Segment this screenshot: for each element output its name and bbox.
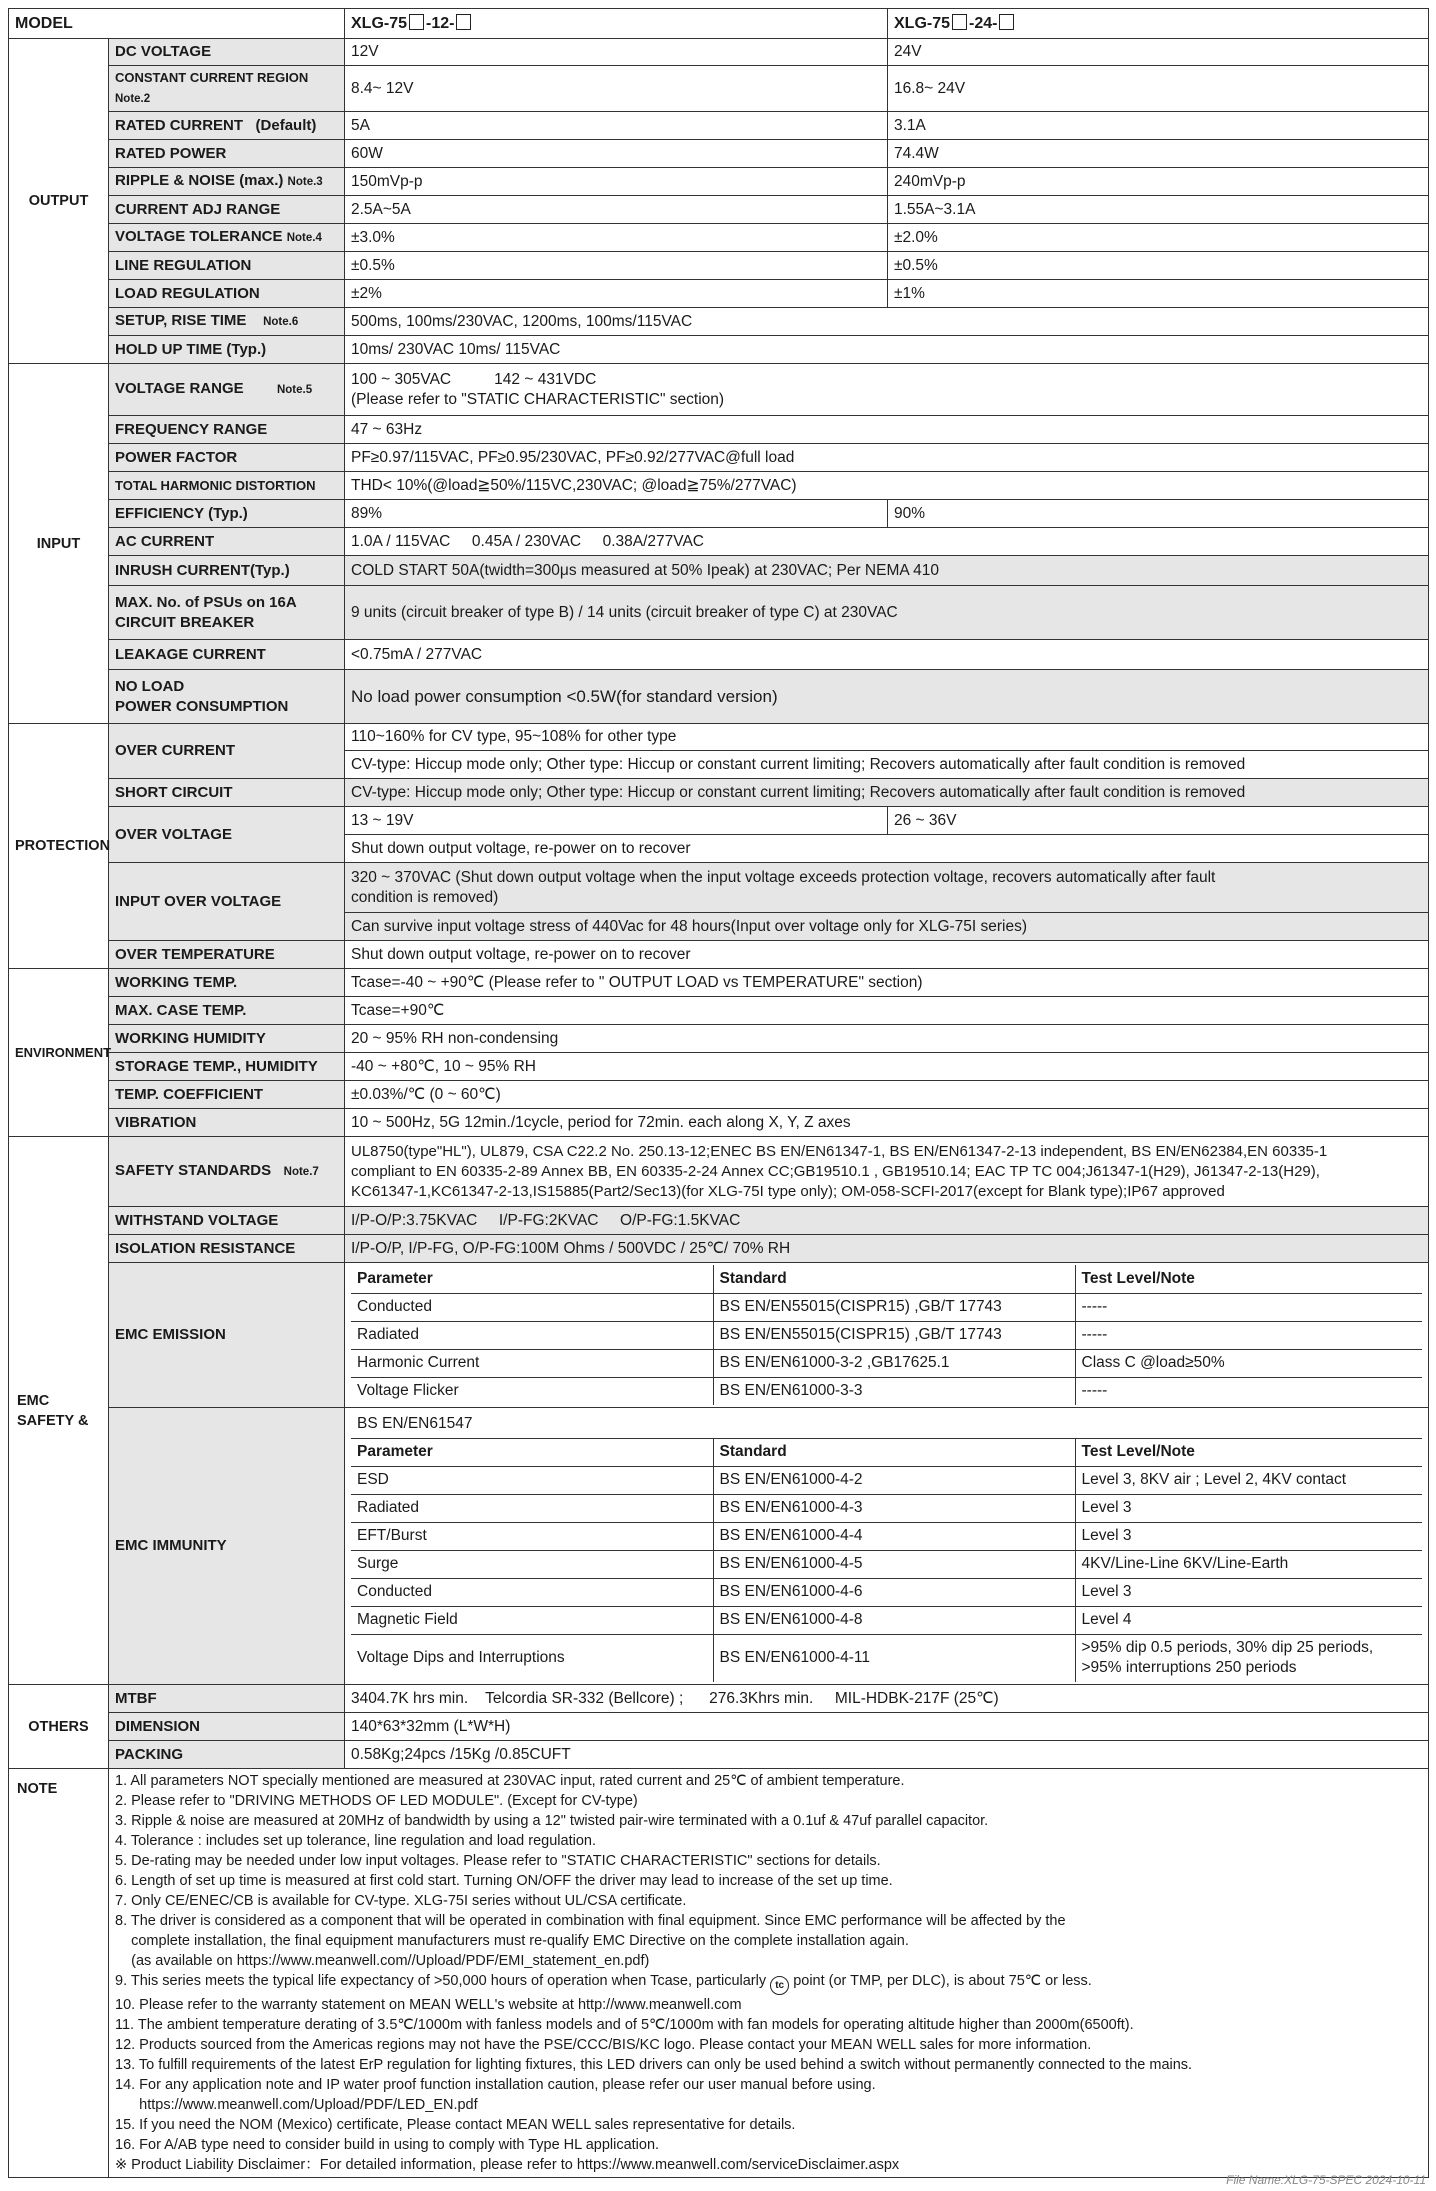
model-24v: XLG-75 -24- xyxy=(888,9,1429,39)
spec-value: 1.0A / 115VAC 0.45A / 230VAC 0.38A/277VAC xyxy=(345,528,1429,556)
section-output: OUTPUT xyxy=(9,39,109,364)
spec-label: LOAD REGULATION xyxy=(109,280,345,308)
note-line: 8. The driver is considered as a component that will be operated in combination with final equipment. Since EMC performance will be affected by the xyxy=(115,1913,1066,1929)
spec-value: 1.55A~3.1A xyxy=(888,196,1429,224)
spec-label: VIBRATION xyxy=(109,1109,345,1137)
section-safety-emc: EMC SAFETY & xyxy=(9,1137,109,1685)
table-header: Test Level/Note xyxy=(1075,1265,1422,1293)
notes-block xyxy=(109,1769,1429,2178)
spec-label: EFFICIENCY (Typ.) xyxy=(109,500,345,528)
spec-label: MAX. No. of PSUs on 16A CIRCUIT BREAKER xyxy=(109,586,345,640)
note-line: 7. Only CE/ENEC/CB is available for CV-type. XLG-75I series without UL/CSA certificate. xyxy=(115,1893,687,1909)
spec-label: LEAKAGE CURRENT xyxy=(109,640,345,670)
model-label: MODEL xyxy=(9,9,345,39)
spec-value: <0.75mA / 277VAC xyxy=(345,640,1429,670)
table-cell: BS EN/EN61547 xyxy=(351,1410,1422,1438)
spec-value: CV-type: Hiccup mode only; Other type: Hiccup or constant current limiting; Recovers automatically after fault condition is removed xyxy=(345,751,1429,779)
note-line: 9. This series meets the typical life expectancy of >50,000 hours of operation when Tcase, particularly tc point (or TMP, per DLC), is about 75℃ or less. xyxy=(115,1971,1422,1995)
note-line: 6. Length of set up time is measured at first cold start. Turning ON/OFF the driver may lead to increase of the set up time. xyxy=(115,1873,893,1889)
table-cell: >95% dip 0.5 periods, 30% dip 25 periods, >95% interruptions 250 periods xyxy=(1081,1639,1374,1677)
spec-value: ±3.0% xyxy=(345,224,888,252)
table-cell: Magnetic Field xyxy=(351,1606,713,1634)
table-header: Standard xyxy=(713,1265,1075,1293)
spec-label: MAX. CASE TEMP. xyxy=(109,997,345,1025)
table-cell: ----- xyxy=(1075,1293,1422,1321)
section-environment: ENVIRONMENT xyxy=(9,969,109,1137)
table-cell: Class C @load≥50% xyxy=(1075,1349,1422,1377)
table-cell: Surge xyxy=(351,1550,713,1578)
note-line: https://www.meanwell.com/Upload/PDF/LED_EN.pdf xyxy=(115,2097,478,2113)
spec-table xyxy=(8,8,1429,2178)
note-line: 10. Please refer to the warranty statement on MEAN WELL's website at http://www.meanwell.com xyxy=(115,1997,742,2013)
table-cell: BS EN/EN61000-4-5 xyxy=(713,1550,1075,1578)
spec-value: No load power consumption <0.5W(for standard version) xyxy=(345,670,1429,724)
spec-value: Tcase=+90℃ xyxy=(345,997,1429,1025)
section-note: NOTE xyxy=(9,1769,109,2178)
table-cell: BS EN/EN61000-4-4 xyxy=(713,1522,1075,1550)
note-line: 4. Tolerance : includes set up tolerance, line regulation and load regulation. xyxy=(115,1833,596,1849)
spec-value: 13 ~ 19V xyxy=(345,807,888,835)
spec-value: ±0.03%/℃ (0 ~ 60℃) xyxy=(345,1081,1429,1109)
note-line: 2. Please refer to "DRIVING METHODS OF LED MODULE". (Except for CV-type) xyxy=(115,1793,638,1809)
spec-label: CURRENT ADJ RANGE xyxy=(109,196,345,224)
spec-value: 0.58Kg;24pcs /15Kg /0.85CUFT xyxy=(345,1741,1429,1769)
spec-value: 9 units (circuit breaker of type B) / 14 units (circuit breaker of type C) at 230VAC xyxy=(345,586,1429,640)
spec-label: RATED CURRENT (Default) xyxy=(109,112,345,140)
model-row xyxy=(9,9,1429,39)
spec-value: 3404.7K hrs min. Telcordia SR-332 (Bellcore) ; 276.3Khrs min. MIL-HDBK-217F (25℃) xyxy=(345,1685,1429,1713)
table-cell: ----- xyxy=(1081,1382,1108,1400)
spec-value: 60W xyxy=(345,140,888,168)
spec-value: Shut down output voltage, re-power on to recover xyxy=(345,941,1429,969)
spec-value: 100 ~ 305VAC 142 ~ 431VDC (Please refer to "STATIC CHARACTERISTIC" section) xyxy=(345,364,1429,416)
emission-table xyxy=(351,1265,1422,1405)
spec-label: RIPPLE & NOISE (max.) Note.3 xyxy=(109,168,345,196)
spec-label: OVER TEMPERATURE xyxy=(109,941,345,969)
table-cell: Voltage Dips and Interruptions xyxy=(351,1634,713,1682)
model-12v: XLG-75 -12- xyxy=(345,9,888,39)
table-cell: BS EN/EN61000-4-2 xyxy=(713,1466,1075,1494)
spec-label: INRUSH CURRENT(Typ.) xyxy=(109,556,345,586)
spec-value: ±0.5% xyxy=(345,252,888,280)
section-others: OTHERS xyxy=(9,1685,109,1769)
spec-value: Tcase=-40 ~ +90℃ (Please refer to " OUTPUT LOAD vs TEMPERATURE" section) xyxy=(345,969,1429,997)
spec-value: 20 ~ 95% RH non-condensing xyxy=(345,1025,1429,1053)
spec-label: RATED POWER xyxy=(109,140,345,168)
spec-label: WORKING TEMP. xyxy=(109,969,345,997)
spec-value: I/P-O/P:3.75KVAC I/P-FG:2KVAC O/P-FG:1.5KVAC xyxy=(345,1207,1429,1235)
table-cell: Voltage Flicker xyxy=(351,1377,713,1405)
table-cell: Conducted xyxy=(351,1578,713,1606)
spec-label: VOLTAGE RANGE Note.5 xyxy=(109,364,345,416)
spec-label: EMC EMISSION xyxy=(109,1263,345,1408)
spec-label: DC VOLTAGE xyxy=(109,39,345,66)
tc-point-icon: tc xyxy=(770,1976,789,1995)
spec-label: TOTAL HARMONIC DISTORTION xyxy=(109,472,345,500)
table-cell: Level 3 xyxy=(1075,1494,1422,1522)
spec-label: ISOLATION RESISTANCE xyxy=(109,1235,345,1263)
spec-value: ±2% xyxy=(345,280,888,308)
note-line: 16. For A/AB type need to consider build in using to comply with Type HL application. xyxy=(115,2137,660,2153)
spec-label: SHORT CIRCUIT xyxy=(109,779,345,807)
table-cell: Level 4 xyxy=(1075,1606,1422,1634)
note-line: (as available on https://www.meanwell.com//Upload/PDF/EMI_statement_en.pdf) xyxy=(115,1953,650,1969)
spec-label: OVER CURRENT xyxy=(109,724,345,779)
spec-value: 8.4~ 12V xyxy=(345,66,888,112)
spec-value: 5A xyxy=(345,112,888,140)
table-cell: BS EN/EN61000-4-8 xyxy=(713,1606,1075,1634)
table-cell: BS EN/EN61000-4-6 xyxy=(713,1578,1075,1606)
spec-value: 16.8~ 24V xyxy=(888,66,1429,112)
table-cell: EFT/Burst xyxy=(351,1522,713,1550)
spec-label: STORAGE TEMP., HUMIDITY xyxy=(109,1053,345,1081)
table-cell: Harmonic Current xyxy=(351,1349,713,1377)
spec-label: MTBF xyxy=(109,1685,345,1713)
note-line: ※ Product Liability Disclaimer：For detailed information, please refer to https://www.meanwell.com/serviceDisclaimer.aspx xyxy=(115,2157,900,2173)
spec-value: Can survive input voltage stress of 440Vac for 48 hours(Input over voltage only for XLG-75I series) xyxy=(345,913,1429,941)
spec-label: VOLTAGE TOLERANCE Note.4 xyxy=(109,224,345,252)
spec-value: 240mVp-p xyxy=(888,168,1429,196)
immunity-table-cell xyxy=(345,1408,1429,1685)
spec-value: ±2.0% xyxy=(888,224,1429,252)
spec-label: DIMENSION xyxy=(109,1713,345,1741)
spec-value: PF≥0.97/115VAC, PF≥0.95/230VAC, PF≥0.92/277VAC@full load xyxy=(345,444,1429,472)
spec-value: 89% xyxy=(345,500,888,528)
immunity-table xyxy=(351,1410,1422,1682)
note-line: complete installation, the final equipment manufacturers must re-qualify EMC Directive on the complete installation again. xyxy=(115,1933,909,1949)
table-cell: BS EN/EN55015(CISPR15) ,GB/T 17743 xyxy=(713,1321,1075,1349)
note-line: 3. Ripple & noise are measured at 20MHz of bandwidth by using a 12" twisted pair-wire terminated with a 0.1uf & 47uf parallel capacitor. xyxy=(115,1813,989,1829)
note-line: 1. All parameters NOT specially mentioned are measured at 230VAC input, rated current and 25℃ of ambient temperature. xyxy=(115,1773,905,1789)
spec-value: THD< 10%(@load≧50%/115VC,230VAC; @load≧75%/277VAC) xyxy=(345,472,1429,500)
emission-table-cell xyxy=(345,1263,1429,1408)
table-cell: BS EN/EN61000-4-11 xyxy=(713,1634,1075,1682)
table-cell: 4KV/Line-Line 6KV/Line-Earth xyxy=(1075,1550,1422,1578)
spec-label: SAFETY STANDARDS Note.7 xyxy=(109,1137,345,1207)
note-line: 11. The ambient temperature derating of 3.5℃/1000m with fanless models and of 5℃/1000m with fan models for operating altitude higher than 2000m(6500ft). xyxy=(115,2017,1134,2033)
note-line: 14. For any application note and IP water proof function installation caution, please refer our user manual before using. xyxy=(115,2077,876,2093)
spec-label: TEMP. COEFFICIENT xyxy=(109,1081,345,1109)
spec-value: 3.1A xyxy=(888,112,1429,140)
file-name: File Name:XLG-75-SPEC 2024-10-11 xyxy=(1226,2173,1426,2187)
spec-label: AC CURRENT xyxy=(109,528,345,556)
spec-label: POWER FACTOR xyxy=(109,444,345,472)
spec-label: CONSTANT CURRENT REGION Note.2 xyxy=(109,66,345,112)
table-cell: BS EN/EN61000-3-2 ,GB17625.1 xyxy=(713,1349,1075,1377)
spec-value: 26 ~ 36V xyxy=(888,807,1429,835)
spec-value: 320 ~ 370VAC (Shut down output voltage when the input voltage exceeds protection voltage, recovers automatically after fault condition is removed) xyxy=(345,863,1429,913)
spec-value: 500ms, 100ms/230VAC, 1200ms, 100ms/115VAC xyxy=(345,308,1429,336)
table-cell: BS EN/EN61000-4-3 xyxy=(713,1494,1075,1522)
table-cell: BS EN/EN55015(CISPR15) ,GB/T 17743 xyxy=(713,1293,1075,1321)
note-line: 5. De-rating may be needed under low input voltages. Please refer to "STATIC CHARACTERISTIC" sections for details. xyxy=(115,1853,881,1869)
spec-value: 24V xyxy=(888,39,1429,66)
table-header: Parameter xyxy=(351,1438,713,1466)
spec-value: 90% xyxy=(888,500,1429,528)
spec-label: WORKING HUMIDITY xyxy=(109,1025,345,1053)
table-header: Test Level/Note xyxy=(1075,1438,1422,1466)
table-cell: BS EN/EN61000-3-3 xyxy=(713,1377,1075,1405)
spec-sheet xyxy=(8,8,1428,2178)
note-line: 13. To fulfill requirements of the latest ErP regulation for lighting fixtures, this LED drivers can only be used behind a switch without permanently connected to the mains. xyxy=(115,2057,1193,2073)
spec-label: LINE REGULATION xyxy=(109,252,345,280)
spec-value: 110~160% for CV type, 95~108% for other type xyxy=(345,724,1429,751)
note-line: 15. If you need the NOM (Mexico) certificate, Please contact MEAN WELL sales representative for details. xyxy=(115,2117,796,2133)
spec-value: I/P-O/P, I/P-FG, O/P-FG:100M Ohms / 500VDC / 25℃/ 70% RH xyxy=(345,1235,1429,1263)
spec-value: UL8750(type"HL"), UL879, CSA C22.2 No. 250.13-12;ENEC BS EN/EN61347-1, BS EN/EN61347-2-13 independent, BS EN/EN62384,EN 60335-1 compliant to EN 60335-2-89 Annex BB, EN 60335-2-24 Annex CC;GB19510.1 , GB19510.14; EAC TP TC 004;J61347-1(H29), J61347-2-13(H29), KC61347-1,KC61347-2-13,IS15885(Part2/Sec13)(for XLG-75I type only); OM-058-SCFI-2017(except for Blank type);IP67 approved xyxy=(345,1137,1429,1207)
table-cell: Radiated xyxy=(351,1321,713,1349)
spec-value: ±1% xyxy=(888,280,1429,308)
spec-value: CV-type: Hiccup mode only; Other type: Hiccup or constant current limiting; Recovers automatically after fault condition is removed xyxy=(345,779,1429,807)
note-line: 12. Products sourced from the Americas regions may not have the PSE/CCC/BIS/KC logo. Please contact your MEAN WELL sales for more information. xyxy=(115,2037,1092,2053)
spec-label: OVER VOLTAGE xyxy=(109,807,345,863)
table-cell: Level 3 xyxy=(1075,1522,1422,1550)
spec-value: ±0.5% xyxy=(888,252,1429,280)
table-cell: Level 3, 8KV air ; Level 2, 4KV contact xyxy=(1075,1466,1422,1494)
section-protection: PROTECTION xyxy=(9,724,109,969)
spec-label: NO LOAD POWER CONSUMPTION xyxy=(109,670,345,724)
table-cell: ESD xyxy=(351,1466,713,1494)
spec-value: Shut down output voltage, re-power on to recover xyxy=(345,835,1429,863)
spec-value: 140*63*32mm (L*W*H) xyxy=(345,1713,1429,1741)
spec-label: INPUT OVER VOLTAGE xyxy=(109,863,345,941)
table-header: Parameter xyxy=(351,1265,713,1293)
table-header: Standard xyxy=(713,1438,1075,1466)
spec-label: SETUP, RISE TIME Note.6 xyxy=(109,308,345,336)
table-cell: Conducted xyxy=(351,1293,713,1321)
spec-label: FREQUENCY RANGE xyxy=(109,416,345,444)
spec-label: WITHSTAND VOLTAGE xyxy=(109,1207,345,1235)
spec-value: 10ms/ 230VAC 10ms/ 115VAC xyxy=(345,336,1429,364)
spec-label: PACKING xyxy=(109,1741,345,1769)
spec-value: 47 ~ 63Hz xyxy=(345,416,1429,444)
table-cell: Radiated xyxy=(351,1494,713,1522)
spec-label: EMC IMMUNITY xyxy=(109,1408,345,1685)
section-input: INPUT xyxy=(9,364,109,724)
spec-value: -40 ~ +80℃, 10 ~ 95% RH xyxy=(345,1053,1429,1081)
spec-value: COLD START 50A(twidth=300μs measured at 50% Ipeak) at 230VAC; Per NEMA 410 xyxy=(345,556,1429,586)
spec-label: HOLD UP TIME (Typ.) xyxy=(109,336,345,364)
spec-value: 12V xyxy=(345,39,888,66)
spec-value: 150mVp-p xyxy=(345,168,888,196)
spec-value: 74.4W xyxy=(888,140,1429,168)
table-cell: Level 3 xyxy=(1075,1578,1422,1606)
spec-value: 10 ~ 500Hz, 5G 12min./1cycle, period for 72min. each along X, Y, Z axes xyxy=(345,1109,1429,1137)
spec-value: 2.5A~5A xyxy=(345,196,888,224)
table-cell: ----- xyxy=(1075,1321,1422,1349)
